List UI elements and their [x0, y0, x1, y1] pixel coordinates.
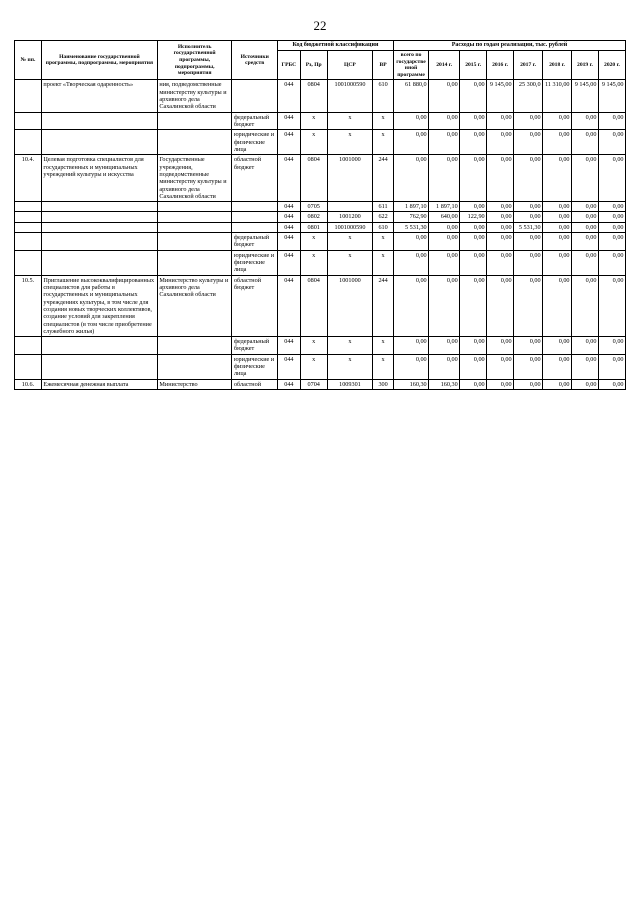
- cell-executor: [157, 250, 232, 275]
- cell-2019: 0,00: [572, 275, 599, 337]
- cell-2020: 0,00: [598, 337, 625, 355]
- cell-name: [41, 112, 157, 130]
- cell-name: проект «Творческая одаренность»: [41, 80, 157, 112]
- cell-name: [41, 250, 157, 275]
- cell-executor: [157, 130, 232, 155]
- cell-source: юридические и физические лица: [232, 130, 278, 155]
- cell-vr: 610: [373, 80, 394, 112]
- header-2019: 2019 г.: [572, 51, 599, 80]
- cell-total: 5 531,30: [393, 222, 428, 232]
- cell-2019: 9 145,00: [572, 80, 599, 112]
- cell-2018: 0,00: [543, 233, 572, 251]
- cell-2017: 0,00: [514, 112, 543, 130]
- cell-source: [232, 80, 278, 112]
- cell-2019: 0,00: [572, 379, 599, 389]
- header-total: всего по государственной программе: [393, 51, 428, 80]
- cell-2020: 0,00: [598, 250, 625, 275]
- cell-2015: 0,00: [460, 354, 487, 379]
- cell-name: [41, 354, 157, 379]
- table-row: [15, 155, 626, 202]
- cell-2018: 0,00: [543, 379, 572, 389]
- cell-2020: 9 145,00: [598, 80, 625, 112]
- cell-total: 0,00: [393, 337, 428, 355]
- cell-2020: 0,00: [598, 112, 625, 130]
- cell-2018: 0,00: [543, 275, 572, 337]
- table-row: [15, 112, 626, 130]
- cell-total: 0,00: [393, 130, 428, 155]
- cell-2014: 0,00: [429, 112, 460, 130]
- cell-num: [15, 233, 42, 251]
- cell-rzpr: 0704: [300, 379, 327, 389]
- table-row: [15, 275, 626, 337]
- cell-2016: 0,00: [487, 112, 514, 130]
- cell-vr: х: [373, 354, 394, 379]
- cell-total: 160,30: [393, 379, 428, 389]
- cell-2018: 0,00: [543, 337, 572, 355]
- table-row: [15, 222, 626, 232]
- cell-2017: 0,00: [514, 212, 543, 222]
- cell-2016: 9 145,00: [487, 80, 514, 112]
- cell-2018: 0,00: [543, 130, 572, 155]
- cell-grbs: 044: [277, 222, 300, 232]
- cell-num: [15, 202, 42, 212]
- cell-total: 0,00: [393, 354, 428, 379]
- cell-total: 0,00: [393, 250, 428, 275]
- header-executor: Исполнитель государственной программы, подпрограммы, мероприятия: [157, 41, 232, 80]
- cell-source: [232, 202, 278, 212]
- cell-2018: 0,00: [543, 212, 572, 222]
- cell-2020: 0,00: [598, 275, 625, 337]
- cell-grbs: 044: [277, 112, 300, 130]
- cell-executor: ния, подведомственные министерству культуры и архивного дела Сахалинской области: [157, 80, 232, 112]
- cell-2018: 0,00: [543, 155, 572, 202]
- cell-2018: 11 310,00: [543, 80, 572, 112]
- cell-2020: 0,00: [598, 233, 625, 251]
- cell-2014: 0,00: [429, 233, 460, 251]
- cell-2017: 0,00: [514, 379, 543, 389]
- cell-2016: 0,00: [487, 275, 514, 337]
- cell-2020: 0,00: [598, 354, 625, 379]
- cell-name: [41, 202, 157, 212]
- cell-2019: 0,00: [572, 212, 599, 222]
- cell-executor: [157, 337, 232, 355]
- cell-2017: 0,00: [514, 155, 543, 202]
- cell-rzpr: х: [300, 250, 327, 275]
- cell-num: 10.4.: [15, 155, 42, 202]
- cell-2020: 0,00: [598, 130, 625, 155]
- cell-2015: 122,90: [460, 212, 487, 222]
- cell-rzpr: х: [300, 112, 327, 130]
- cell-executor: Министерство культуры и архивного дела Сахалинской области: [157, 275, 232, 337]
- cell-grbs: 044: [277, 233, 300, 251]
- header-expenses: Расходы по годам реализации, тыс. рублей: [393, 41, 625, 51]
- cell-grbs: 044: [277, 379, 300, 389]
- cell-rzpr: 0801: [300, 222, 327, 232]
- cell-2015: 0,00: [460, 155, 487, 202]
- cell-2014: 0,00: [429, 130, 460, 155]
- cell-num: [15, 337, 42, 355]
- cell-vr: х: [373, 250, 394, 275]
- cell-executor: [157, 202, 232, 212]
- cell-name: [41, 130, 157, 155]
- cell-2017: 0,00: [514, 275, 543, 337]
- cell-csr: х: [327, 250, 373, 275]
- cell-csr: [327, 202, 373, 212]
- cell-2017: 0,00: [514, 337, 543, 355]
- cell-2014: 0,00: [429, 354, 460, 379]
- cell-num: 10.6.: [15, 379, 42, 389]
- cell-num: [15, 354, 42, 379]
- cell-2017: 0,00: [514, 233, 543, 251]
- cell-2020: 0,00: [598, 222, 625, 232]
- cell-2016: 0,00: [487, 130, 514, 155]
- cell-vr: х: [373, 112, 394, 130]
- cell-csr: х: [327, 130, 373, 155]
- cell-grbs: 044: [277, 80, 300, 112]
- cell-source: областной: [232, 379, 278, 389]
- cell-csr: 1001000590: [327, 222, 373, 232]
- cell-2016: 0,00: [487, 379, 514, 389]
- cell-grbs: 044: [277, 202, 300, 212]
- header-row-top: [15, 41, 626, 51]
- cell-rzpr: 0705: [300, 202, 327, 212]
- cell-rzpr: 0804: [300, 80, 327, 112]
- cell-2017: 5 531,30: [514, 222, 543, 232]
- cell-executor: [157, 233, 232, 251]
- header-2017: 2017 г.: [514, 51, 543, 80]
- header-budget-classification: Код бюджетной классификации: [277, 41, 393, 51]
- cell-csr: х: [327, 112, 373, 130]
- cell-2019: 0,00: [572, 202, 599, 212]
- cell-2014: 0,00: [429, 155, 460, 202]
- cell-2015: 0,00: [460, 250, 487, 275]
- cell-total: 0,00: [393, 275, 428, 337]
- header-csr: ЦСР: [327, 51, 373, 80]
- cell-vr: 244: [373, 155, 394, 202]
- cell-2017: 25 300,0: [514, 80, 543, 112]
- header-source: Источники средств: [232, 41, 278, 80]
- cell-2019: 0,00: [572, 233, 599, 251]
- cell-rzpr: 0804: [300, 275, 327, 337]
- cell-vr: х: [373, 337, 394, 355]
- table-row: [15, 202, 626, 212]
- cell-vr: х: [373, 233, 394, 251]
- cell-name: Целевая подготовка специалистов для государственных и муниципальных учреждений культуры и искусства: [41, 155, 157, 202]
- cell-executor: Государственные учреждения, подведомственные министерству культуры и архивного дела Сахалинской области: [157, 155, 232, 202]
- cell-csr: 1001000: [327, 275, 373, 337]
- header-num: № пп.: [15, 41, 42, 80]
- cell-2017: 0,00: [514, 130, 543, 155]
- cell-2015: 0,00: [460, 337, 487, 355]
- cell-source: юридические и физические лица: [232, 354, 278, 379]
- cell-2016: 0,00: [487, 222, 514, 232]
- cell-2015: 0,00: [460, 80, 487, 112]
- header-2018: 2018 г.: [543, 51, 572, 80]
- cell-name: [41, 233, 157, 251]
- cell-2015: 0,00: [460, 112, 487, 130]
- cell-grbs: 044: [277, 337, 300, 355]
- cell-rzpr: х: [300, 354, 327, 379]
- cell-2016: 0,00: [487, 337, 514, 355]
- table-row: [15, 233, 626, 251]
- cell-2016: 0,00: [487, 250, 514, 275]
- cell-2018: 0,00: [543, 222, 572, 232]
- cell-total: 762,90: [393, 212, 428, 222]
- cell-num: [15, 130, 42, 155]
- cell-num: [15, 250, 42, 275]
- cell-2015: 0,00: [460, 202, 487, 212]
- cell-2017: 0,00: [514, 250, 543, 275]
- cell-2016: 0,00: [487, 233, 514, 251]
- cell-2014: 0,00: [429, 275, 460, 337]
- cell-2014: 0,00: [429, 80, 460, 112]
- page-number: 22: [313, 18, 327, 33]
- cell-grbs: 044: [277, 155, 300, 202]
- cell-2017: 0,00: [514, 354, 543, 379]
- cell-name: [41, 337, 157, 355]
- cell-rzpr: х: [300, 233, 327, 251]
- cell-grbs: 044: [277, 275, 300, 337]
- cell-grbs: 044: [277, 250, 300, 275]
- cell-2014: 1 897,10: [429, 202, 460, 212]
- cell-2015: 0,00: [460, 275, 487, 337]
- cell-2014: 0,00: [429, 337, 460, 355]
- cell-2015: 0,00: [460, 222, 487, 232]
- cell-source: [232, 222, 278, 232]
- cell-2019: 0,00: [572, 222, 599, 232]
- cell-num: [15, 212, 42, 222]
- cell-executor: [157, 354, 232, 379]
- cell-vr: 611: [373, 202, 394, 212]
- cell-num: [15, 80, 42, 112]
- cell-2017: 0,00: [514, 202, 543, 212]
- header-rzpr: Рз, Пр: [300, 51, 327, 80]
- cell-rzpr: х: [300, 337, 327, 355]
- table-body: [15, 80, 626, 390]
- header-2015: 2015 г.: [460, 51, 487, 80]
- cell-csr: 1001000: [327, 155, 373, 202]
- cell-num: 10.5.: [15, 275, 42, 337]
- header-2020: 2020 г.: [598, 51, 625, 80]
- cell-vr: 610: [373, 222, 394, 232]
- cell-2018: 0,00: [543, 202, 572, 212]
- header-vr: ВР: [373, 51, 394, 80]
- cell-2020: 0,00: [598, 202, 625, 212]
- cell-name: Приглашение высококвалифицированных специалистов для работы в государственных и муниципальных учреждениях культуры, в том числе для создания новых творческих коллективов, создание условий для закрепления специалистов (в том числе приобретение служебного жилья): [41, 275, 157, 337]
- cell-2016: 0,00: [487, 202, 514, 212]
- cell-csr: 1001000590: [327, 80, 373, 112]
- cell-source: юридические и физические лица: [232, 250, 278, 275]
- cell-executor: Министерство: [157, 379, 232, 389]
- cell-total: 1 897,10: [393, 202, 428, 212]
- cell-grbs: 044: [277, 130, 300, 155]
- cell-executor: [157, 112, 232, 130]
- cell-vr: х: [373, 130, 394, 155]
- cell-2016: 0,00: [487, 155, 514, 202]
- table-row: [15, 337, 626, 355]
- cell-vr: 622: [373, 212, 394, 222]
- cell-2019: 0,00: [572, 112, 599, 130]
- budget-table: [14, 40, 626, 390]
- cell-total: 0,00: [393, 112, 428, 130]
- cell-2015: 0,00: [460, 379, 487, 389]
- cell-2020: 0,00: [598, 379, 625, 389]
- cell-2015: 0,00: [460, 130, 487, 155]
- cell-2018: 0,00: [543, 250, 572, 275]
- cell-2016: 0,00: [487, 212, 514, 222]
- cell-2019: 0,00: [572, 155, 599, 202]
- cell-source: федеральный бюджет: [232, 112, 278, 130]
- table-row: [15, 80, 626, 112]
- header-2016: 2016 г.: [487, 51, 514, 80]
- cell-total: 0,00: [393, 155, 428, 202]
- table-row: [15, 250, 626, 275]
- cell-2014: 160,30: [429, 379, 460, 389]
- cell-rzpr: х: [300, 130, 327, 155]
- cell-2019: 0,00: [572, 250, 599, 275]
- cell-num: [15, 112, 42, 130]
- cell-2016: 0,00: [487, 354, 514, 379]
- cell-csr: х: [327, 354, 373, 379]
- cell-csr: х: [327, 233, 373, 251]
- cell-source: федеральный бюджет: [232, 337, 278, 355]
- cell-2020: 0,00: [598, 155, 625, 202]
- cell-name: Ежемесячная денежная выплата: [41, 379, 157, 389]
- cell-name: [41, 212, 157, 222]
- table-row: [15, 130, 626, 155]
- cell-csr: 1009301: [327, 379, 373, 389]
- cell-2014: 0,00: [429, 222, 460, 232]
- cell-grbs: 044: [277, 212, 300, 222]
- cell-2015: 0,00: [460, 233, 487, 251]
- cell-num: [15, 222, 42, 232]
- cell-grbs: 044: [277, 354, 300, 379]
- cell-executor: [157, 212, 232, 222]
- cell-2018: 0,00: [543, 112, 572, 130]
- cell-total: 0,00: [393, 233, 428, 251]
- cell-source: федеральный бюджет: [232, 233, 278, 251]
- cell-2019: 0,00: [572, 130, 599, 155]
- table-row: [15, 379, 626, 389]
- header-2014: 2014 г.: [429, 51, 460, 80]
- cell-csr: х: [327, 337, 373, 355]
- cell-2018: 0,00: [543, 354, 572, 379]
- cell-rzpr: 0804: [300, 155, 327, 202]
- cell-source: [232, 212, 278, 222]
- cell-csr: 1001200: [327, 212, 373, 222]
- cell-name: [41, 222, 157, 232]
- cell-2014: 0,00: [429, 250, 460, 275]
- header-name: Наименование государственной программы, подпрограммы, мероприятия: [41, 41, 157, 80]
- table-row: [15, 212, 626, 222]
- header-grbs: ГРБС: [277, 51, 300, 80]
- cell-2014: 640,00: [429, 212, 460, 222]
- cell-2019: 0,00: [572, 337, 599, 355]
- cell-rzpr: 0802: [300, 212, 327, 222]
- cell-total: 61 880,0: [393, 80, 428, 112]
- cell-vr: 300: [373, 379, 394, 389]
- cell-executor: [157, 222, 232, 232]
- table-row: [15, 354, 626, 379]
- cell-2020: 0,00: [598, 212, 625, 222]
- cell-2019: 0,00: [572, 354, 599, 379]
- cell-source: областной бюджет: [232, 275, 278, 337]
- cell-source: областной бюджет: [232, 155, 278, 202]
- cell-vr: 244: [373, 275, 394, 337]
